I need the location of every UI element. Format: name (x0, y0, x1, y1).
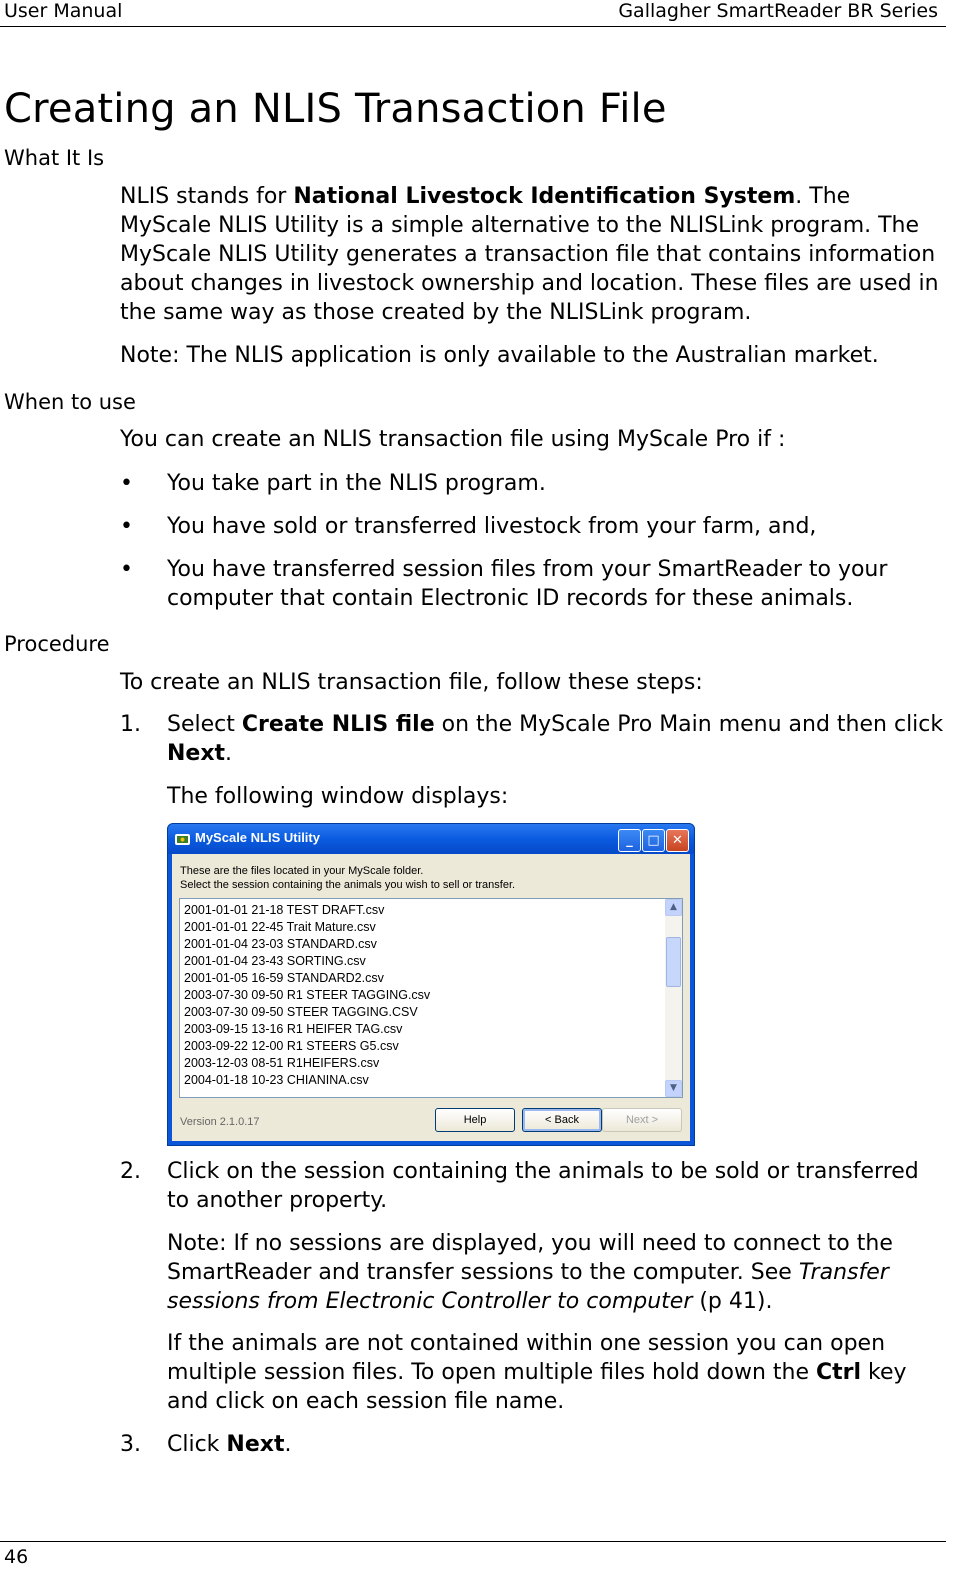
help-button[interactable]: Help (435, 1108, 515, 1132)
step-1-sub: The following window displays: (167, 784, 509, 809)
step-number: 3. (120, 1432, 141, 1457)
window-title: MyScale NLIS Utility (195, 830, 320, 845)
minimize-button[interactable]: _ (618, 829, 641, 852)
window-instructions: These are the files located in your MyScale folder. Select the session containing the animals you wish to sell or transfer. (180, 865, 516, 891)
maximize-button[interactable]: □ (642, 829, 665, 852)
window-body (172, 854, 690, 1141)
page-title: Creating an NLIS Transaction File (4, 86, 667, 132)
list-item[interactable]: 2003-09-22 12-00 R1 STEERS G5.csv (184, 1039, 399, 1053)
list-item[interactable]: 2003-09-15 13-16 R1 HEIFER TAG.csv (184, 1022, 403, 1036)
heading-when-to-use: When to use (4, 390, 136, 414)
list-item[interactable]: 2001-01-01 22-45 Trait Mature.csv (184, 920, 376, 934)
scroll-thumb[interactable] (666, 937, 681, 987)
when-to-use-intro: You can create an NLIS transaction file using MyScale Pro if : (120, 427, 786, 452)
app-icon (174, 831, 191, 848)
scroll-down-icon[interactable]: ▼ (665, 1080, 682, 1097)
page-footer-rule (0, 1541, 946, 1542)
bullet-dot: • (120, 557, 133, 582)
header-left: User Manual (4, 0, 123, 22)
heading-what-it-is: What It Is (4, 146, 105, 170)
step-text: Select Create NLIS file on the MyScale Pro Main menu and then click Next. (167, 712, 944, 766)
step-2-more: If the animals are not contained within one session you can open multiple session files. To open multiple files hold down the Ctrl key and click on each session file name. (167, 1331, 907, 1414)
header-right: Gallagher SmartReader BR Series (618, 0, 938, 22)
list-item[interactable]: 2001-01-01 21-18 TEST DRAFT.csv (184, 903, 385, 917)
page-header (0, 0, 946, 27)
version-label: Version 2.1.0.17 (180, 1116, 260, 1128)
what-it-is-note: Note: The NLIS application is only available to the Australian market. (120, 343, 879, 368)
list-item[interactable]: 2003-07-30 09-50 STEER TAGGING.CSV (184, 1005, 418, 1019)
session-file-list[interactable] (179, 898, 683, 1098)
scroll-up-icon[interactable]: ▲ (665, 899, 682, 916)
list-item[interactable]: 2003-12-03 08-51 R1HEIFERS.csv (184, 1056, 380, 1070)
page-number: 46 (4, 1546, 29, 1568)
window-titlebar (168, 824, 694, 854)
step-text: Click Next. (167, 1432, 292, 1457)
bullet-text: You have sold or transferred livestock from your farm, and, (167, 514, 817, 539)
list-item[interactable]: 2001-01-04 23-43 SORTING.csv (184, 954, 366, 968)
nlis-utility-window (167, 823, 695, 1146)
next-button[interactable]: Next > (602, 1108, 682, 1132)
step-text: Click on the session containing the animals to be sold or transferred to another property. (167, 1159, 919, 1213)
list-item[interactable]: 2001-01-05 16-59 STANDARD2.csv (184, 971, 384, 985)
step-number: 2. (120, 1159, 141, 1184)
list-item[interactable]: 2003-07-30 09-50 R1 STEER TAGGING.csv (184, 988, 431, 1002)
step-number: 1. (120, 712, 141, 737)
list-item[interactable]: 2004-01-18 10-23 CHIANINA.csv (184, 1073, 369, 1087)
what-it-is-paragraph: NLIS stands for National Livestock Identification System. The MyScale NLIS Utility is a simple alternative to the NLISLink program. The MyScale NLIS Utility generates a transaction file that contains information about changes in livestock ownership and location. These files are used in the same way as those created by the NLISLink program. (120, 184, 939, 325)
close-button[interactable]: ✕ (666, 829, 689, 852)
back-button[interactable]: < Back (522, 1108, 602, 1132)
bullet-dot: • (120, 471, 133, 496)
step-2-note: Note: If no sessions are displayed, you will need to connect to the SmartReader and transfer sessions to the computer. See Transfer sessions from Electronic Controller to computer (p 41). (167, 1231, 893, 1314)
bullet-text: You have transferred session files from your SmartReader to your computer that contain Electronic ID records for these animals. (167, 557, 888, 611)
vertical-scrollbar[interactable] (665, 899, 682, 1097)
heading-procedure: Procedure (4, 632, 110, 656)
bullet-dot: • (120, 514, 133, 539)
list-item[interactable]: 2001-01-04 23-03 STANDARD.csv (184, 937, 377, 951)
procedure-intro: To create an NLIS transaction file, follow these steps: (120, 670, 703, 695)
bullet-text: You take part in the NLIS program. (167, 471, 546, 496)
